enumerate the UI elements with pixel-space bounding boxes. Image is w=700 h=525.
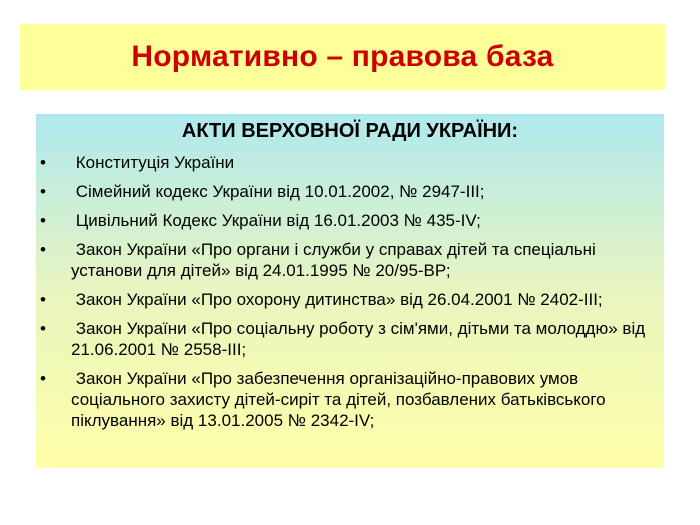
bullet: •	[40, 153, 46, 172]
list-item	[36, 152, 664, 173]
bullet: •	[40, 369, 46, 388]
bullet: •	[40, 211, 46, 230]
content-panel	[36, 114, 664, 468]
list-item	[36, 318, 664, 360]
list-item-text: Конституція України	[71, 153, 235, 172]
acts-list	[36, 152, 664, 439]
bullet: •	[40, 319, 46, 338]
list-item-text: Закон України «Про органи і служби у справах дітей та спеціальні установи для дітей» від 24.01.1995 № 20/95-ВР;	[71, 240, 601, 280]
section-heading: АКТИ ВЕРХОВНОЇ РАДИ УКРАЇНИ:	[181, 120, 519, 142]
bullet: •	[40, 290, 46, 309]
list-item	[36, 210, 664, 231]
slide-title: Нормативно – правова база	[131, 40, 554, 73]
bullet: •	[40, 240, 46, 259]
list-item	[36, 239, 664, 281]
list-item	[36, 289, 664, 310]
list-item-text: Сімейний кодекс України від 10.01.2002, № 2947-ІІІ;	[71, 182, 485, 201]
list-item-text: Закон України «Про забезпечення організаційно-правових умов соціального захисту дітей-сиріт та дітей, позбавлених батьківського піклування» від 13.01.2005 № 2342-ІV;	[71, 369, 611, 430]
list-item-text: Закон України «Про охорону дитинства» від 26.04.2001 № 2402-ІІІ;	[71, 290, 603, 309]
list-item-text: Закон України «Про соціальну роботу з сім'ями, дітьми та молоддю» від 21.06.2001 № 2558-ІІІ;	[71, 319, 650, 359]
title-banner	[20, 24, 665, 90]
list-item	[36, 181, 664, 202]
list-item	[36, 368, 664, 431]
bullet: •	[40, 182, 46, 201]
list-item-text: Цивільний Кодекс України від 16.01.2003 № 435-ІV;	[71, 211, 481, 230]
